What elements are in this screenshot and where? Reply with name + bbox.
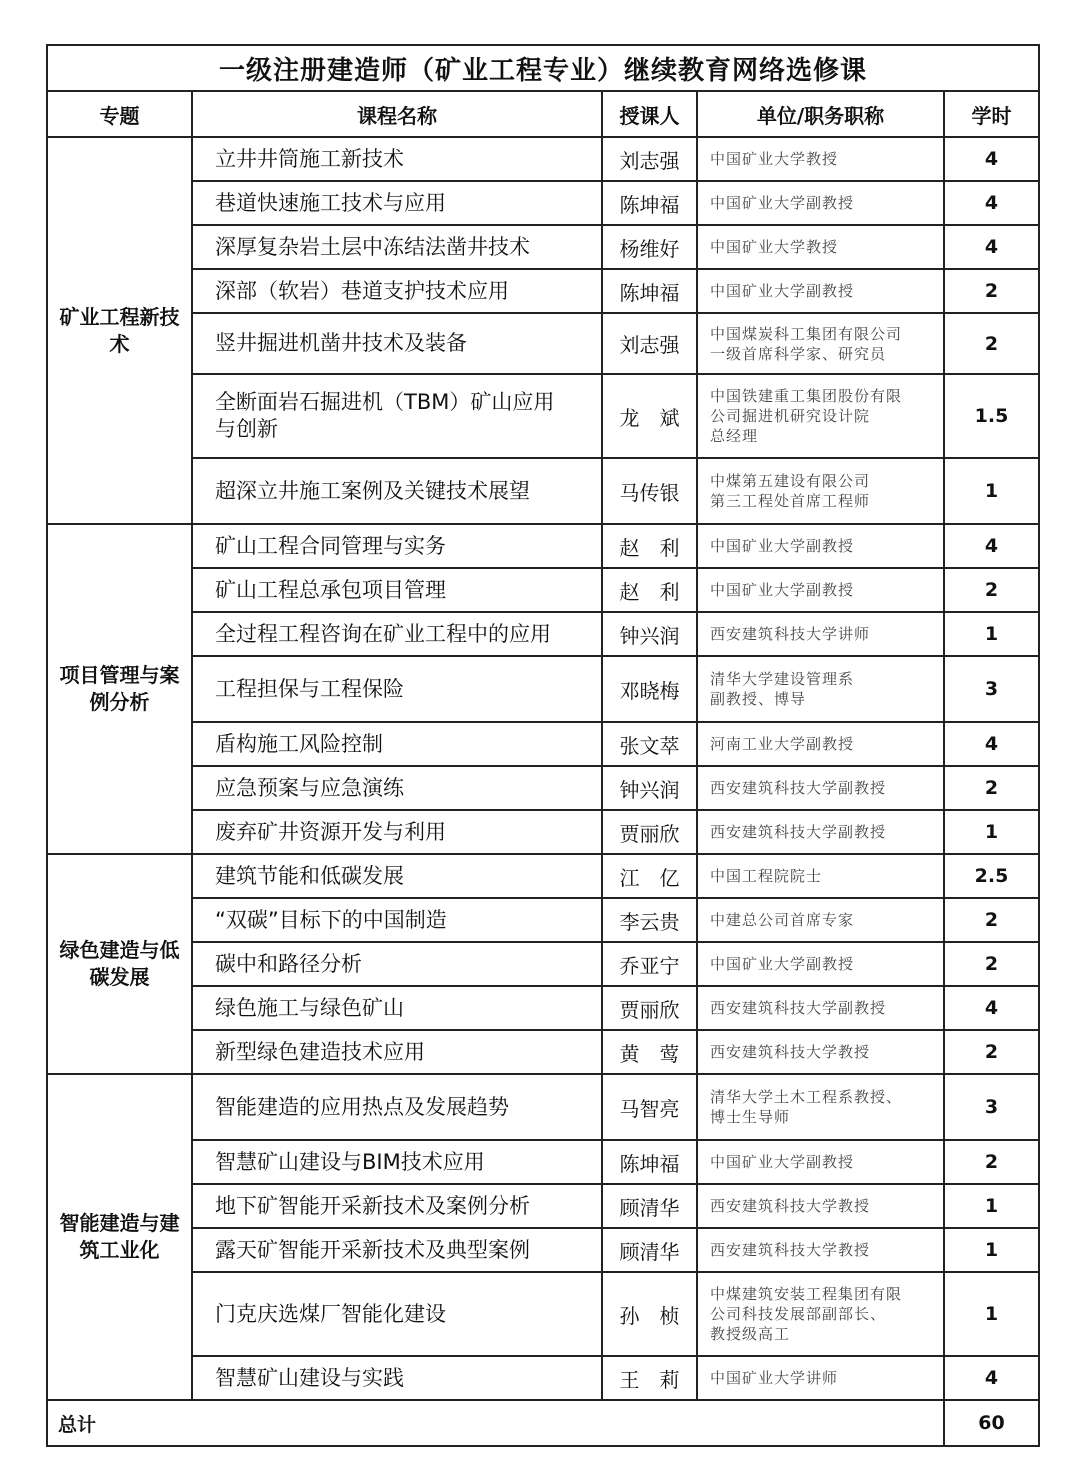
teacher-cell: 张文萃 bbox=[602, 722, 697, 766]
table-row bbox=[47, 225, 1039, 269]
unit-cell: 中建总公司首席专家 bbox=[697, 898, 944, 942]
hours-cell: 3 bbox=[944, 1074, 1039, 1140]
unit-cell: 西安建筑科技大学副教授 bbox=[697, 986, 944, 1030]
hours-cell: 2 bbox=[944, 269, 1039, 313]
unit-cell: 西安建筑科技大学副教授 bbox=[697, 810, 944, 854]
course-cell: 超深立井施工案例及关键技术展望 bbox=[192, 458, 602, 524]
course-table-sheet bbox=[46, 44, 1038, 1447]
hours-cell: 1 bbox=[944, 1228, 1039, 1272]
unit-cell: 清华大学建设管理系 副教授、博导 bbox=[697, 656, 944, 722]
course-cell: 工程担保与工程保险 bbox=[192, 656, 602, 722]
table-row bbox=[47, 181, 1039, 225]
unit-cell: 中国矿业大学教授 bbox=[697, 137, 944, 181]
unit-cell: 河南工业大学副教授 bbox=[697, 722, 944, 766]
course-cell: 应急预案与应急演练 bbox=[192, 766, 602, 810]
table-row bbox=[47, 766, 1039, 810]
table-row bbox=[47, 854, 1039, 898]
unit-cell: 西安建筑科技大学讲师 bbox=[697, 612, 944, 656]
unit-cell: 中国矿业大学教授 bbox=[697, 225, 944, 269]
course-cell: 矿山工程合同管理与实务 bbox=[192, 524, 602, 568]
course-cell: 露天矿智能开采新技术及典型案例 bbox=[192, 1228, 602, 1272]
teacher-cell: 李云贵 bbox=[602, 898, 697, 942]
hours-cell: 2 bbox=[944, 1140, 1039, 1184]
unit-cell: 中国矿业大学副教授 bbox=[697, 524, 944, 568]
teacher-cell: 乔亚宁 bbox=[602, 942, 697, 986]
unit-cell: 中国矿业大学副教授 bbox=[697, 181, 944, 225]
course-cell: 深厚复杂岩土层中冻结法凿井技术 bbox=[192, 225, 602, 269]
table-row bbox=[47, 524, 1039, 568]
unit-cell: 清华大学土木工程系教授、 博士生导师 bbox=[697, 1074, 944, 1140]
course-cell: 全断面岩石掘进机（TBM）矿山应用 与创新 bbox=[192, 374, 602, 458]
table-row bbox=[47, 1356, 1039, 1400]
hours-cell: 2 bbox=[944, 1030, 1039, 1074]
hours-cell: 1 bbox=[944, 1272, 1039, 1356]
header-hours: 学时 bbox=[944, 91, 1039, 137]
course-cell: 绿色施工与绿色矿山 bbox=[192, 986, 602, 1030]
table-row bbox=[47, 986, 1039, 1030]
course-cell: 门克庆选煤厂智能化建设 bbox=[192, 1272, 602, 1356]
course-cell: 矿山工程总承包项目管理 bbox=[192, 568, 602, 612]
teacher-cell: 钟兴润 bbox=[602, 766, 697, 810]
teacher-cell: 龙 斌 bbox=[602, 374, 697, 458]
teacher-cell: 马传银 bbox=[602, 458, 697, 524]
hours-cell: 1 bbox=[944, 612, 1039, 656]
teacher-cell: 黄 莺 bbox=[602, 1030, 697, 1074]
unit-cell: 中国矿业大学副教授 bbox=[697, 1140, 944, 1184]
course-cell: 新型绿色建造技术应用 bbox=[192, 1030, 602, 1074]
unit-cell: 西安建筑科技大学教授 bbox=[697, 1228, 944, 1272]
table-row bbox=[47, 313, 1039, 374]
unit-cell: 中煤第五建设有限公司 第三工程处首席工程师 bbox=[697, 458, 944, 524]
hours-cell: 3 bbox=[944, 656, 1039, 722]
teacher-cell: 刘志强 bbox=[602, 137, 697, 181]
hours-cell: 1 bbox=[944, 1184, 1039, 1228]
teacher-cell: 贾丽欣 bbox=[602, 986, 697, 1030]
unit-cell: 西安建筑科技大学教授 bbox=[697, 1184, 944, 1228]
teacher-cell: 赵 利 bbox=[602, 568, 697, 612]
course-cell: “双碳”目标下的中国制造 bbox=[192, 898, 602, 942]
course-cell: 巷道快速施工技术与应用 bbox=[192, 181, 602, 225]
unit-cell: 中国铁建重工集团股份有限 公司掘进机研究设计院 总经理 bbox=[697, 374, 944, 458]
hours-cell: 2.5 bbox=[944, 854, 1039, 898]
header-course: 课程名称 bbox=[192, 91, 602, 137]
teacher-cell: 刘志强 bbox=[602, 313, 697, 374]
hours-cell: 2 bbox=[944, 313, 1039, 374]
hours-cell: 4 bbox=[944, 1356, 1039, 1400]
table-row bbox=[47, 1074, 1039, 1140]
unit-cell: 中国矿业大学副教授 bbox=[697, 568, 944, 612]
topic-cell: 绿色建造与低碳发展 bbox=[47, 854, 192, 1074]
table-row bbox=[47, 1030, 1039, 1074]
header-teacher: 授课人 bbox=[602, 91, 697, 137]
unit-cell: 中国矿业大学讲师 bbox=[697, 1356, 944, 1400]
table-row bbox=[47, 656, 1039, 722]
topic-cell: 智能建造与建筑工业化 bbox=[47, 1074, 192, 1400]
total-label: 总计 bbox=[47, 1400, 944, 1446]
table-row bbox=[47, 458, 1039, 524]
teacher-cell: 贾丽欣 bbox=[602, 810, 697, 854]
course-cell: 智能建造的应用热点及发展趋势 bbox=[192, 1074, 602, 1140]
teacher-cell: 江 亿 bbox=[602, 854, 697, 898]
teacher-cell: 陈坤福 bbox=[602, 269, 697, 313]
course-cell: 建筑节能和低碳发展 bbox=[192, 854, 602, 898]
course-cell: 竖井掘进机凿井技术及装备 bbox=[192, 313, 602, 374]
table-row bbox=[47, 1228, 1039, 1272]
course-table bbox=[46, 44, 1040, 1447]
teacher-cell: 顾清华 bbox=[602, 1184, 697, 1228]
unit-cell: 中煤建筑安装工程集团有限 公司科技发展部副部长、 教授级高工 bbox=[697, 1272, 944, 1356]
table-row bbox=[47, 1140, 1039, 1184]
table-row bbox=[47, 269, 1039, 313]
course-cell: 深部（软岩）巷道支护技术应用 bbox=[192, 269, 602, 313]
hours-cell: 1.5 bbox=[944, 374, 1039, 458]
unit-cell: 中国矿业大学副教授 bbox=[697, 269, 944, 313]
header-unit: 单位/职务职称 bbox=[697, 91, 944, 137]
hours-cell: 4 bbox=[944, 524, 1039, 568]
table-row bbox=[47, 1272, 1039, 1356]
course-cell: 废弃矿井资源开发与利用 bbox=[192, 810, 602, 854]
teacher-cell: 杨维好 bbox=[602, 225, 697, 269]
unit-cell: 中国煤炭科工集团有限公司 一级首席科学家、研究员 bbox=[697, 313, 944, 374]
course-cell: 碳中和路径分析 bbox=[192, 942, 602, 986]
header-topic: 专题 bbox=[47, 91, 192, 137]
unit-cell: 西安建筑科技大学副教授 bbox=[697, 766, 944, 810]
teacher-cell: 顾清华 bbox=[602, 1228, 697, 1272]
hours-cell: 4 bbox=[944, 722, 1039, 766]
hours-cell: 4 bbox=[944, 137, 1039, 181]
hours-cell: 1 bbox=[944, 458, 1039, 524]
hours-cell: 2 bbox=[944, 942, 1039, 986]
teacher-cell: 陈坤福 bbox=[602, 181, 697, 225]
table-row bbox=[47, 898, 1039, 942]
teacher-cell: 赵 利 bbox=[602, 524, 697, 568]
table-row bbox=[47, 722, 1039, 766]
teacher-cell: 孙 桢 bbox=[602, 1272, 697, 1356]
total-hours: 60 bbox=[944, 1400, 1039, 1446]
table-body bbox=[47, 137, 1039, 1400]
hours-cell: 2 bbox=[944, 568, 1039, 612]
course-cell: 全过程工程咨询在矿业工程中的应用 bbox=[192, 612, 602, 656]
hours-cell: 4 bbox=[944, 181, 1039, 225]
course-cell: 地下矿智能开采新技术及案例分析 bbox=[192, 1184, 602, 1228]
course-cell: 智慧矿山建设与实践 bbox=[192, 1356, 602, 1400]
topic-cell: 项目管理与案例分析 bbox=[47, 524, 192, 854]
hours-cell: 2 bbox=[944, 898, 1039, 942]
topic-cell: 矿业工程新技术 bbox=[47, 137, 192, 524]
table-row bbox=[47, 942, 1039, 986]
table-title: 一级注册建造师（矿业工程专业）继续教育网络选修课 bbox=[47, 45, 1039, 91]
unit-cell: 中国矿业大学副教授 bbox=[697, 942, 944, 986]
hours-cell: 1 bbox=[944, 810, 1039, 854]
unit-cell: 中国工程院院士 bbox=[697, 854, 944, 898]
teacher-cell: 陈坤福 bbox=[602, 1140, 697, 1184]
table-row bbox=[47, 1184, 1039, 1228]
table-row bbox=[47, 137, 1039, 181]
course-cell: 立井井筒施工新技术 bbox=[192, 137, 602, 181]
table-row bbox=[47, 374, 1039, 458]
teacher-cell: 钟兴润 bbox=[602, 612, 697, 656]
teacher-cell: 王 莉 bbox=[602, 1356, 697, 1400]
unit-cell: 西安建筑科技大学教授 bbox=[697, 1030, 944, 1074]
course-cell: 智慧矿山建设与BIM技术应用 bbox=[192, 1140, 602, 1184]
teacher-cell: 邓晓梅 bbox=[602, 656, 697, 722]
course-cell: 盾构施工风险控制 bbox=[192, 722, 602, 766]
hours-cell: 2 bbox=[944, 766, 1039, 810]
hours-cell: 4 bbox=[944, 225, 1039, 269]
table-row bbox=[47, 612, 1039, 656]
teacher-cell: 马智亮 bbox=[602, 1074, 697, 1140]
table-row bbox=[47, 568, 1039, 612]
hours-cell: 4 bbox=[944, 986, 1039, 1030]
table-row bbox=[47, 810, 1039, 854]
